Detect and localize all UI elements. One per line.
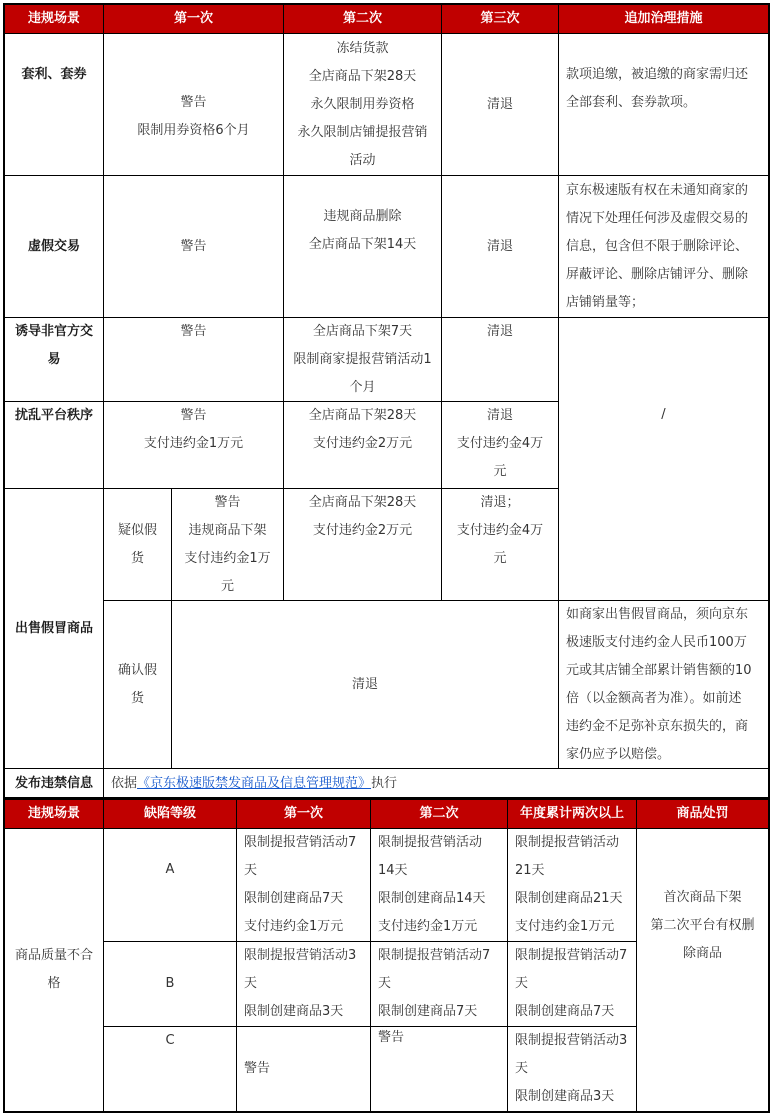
cell-line: 限制创建商品14天 <box>378 891 486 906</box>
cell-line: 违规商品删除 <box>323 209 402 224</box>
t2-header-first: 第一次 <box>236 798 371 829</box>
scene-induce <box>4 317 104 402</box>
cell-line: 首次商品下架 <box>663 890 742 905</box>
fake-trade-third: 清退 <box>441 175 559 318</box>
cell-line: 限制商家提报营销活动1 <box>293 352 432 367</box>
level-c-second: 警告 <box>370 1026 508 1112</box>
level-c: C <box>103 1026 237 1112</box>
cell-line: 极速版支付违约金人民币100万 <box>566 634 747 650</box>
scene-fake-trade: 虚假交易 <box>4 175 104 318</box>
cell-line: 警告 <box>214 494 241 510</box>
cell-line: 永久限制店铺提报营销 <box>297 124 428 140</box>
scene-counterfeit: 出售假冒商品 <box>4 488 104 769</box>
scene-prohibited: 发布违禁信息 <box>4 768 104 799</box>
cell-line: 格 <box>47 976 61 991</box>
cell-line: 支付违约金4万 <box>456 436 544 451</box>
cell-line: 限制提报营销活动 <box>378 835 483 850</box>
cell-line: 支付违约金1万 <box>184 550 271 566</box>
cell-line: 限制创建商品3天 <box>244 1004 344 1019</box>
level-a: A <box>103 828 237 942</box>
t2-header-scene: 违规场景 <box>4 798 104 829</box>
cell-line: 限制创建商品3天 <box>515 1089 615 1104</box>
t2-header-annual: 年度累计两次以上 <box>507 798 637 829</box>
cell-line: 京东极速版有权在未通知商家的 <box>566 182 749 198</box>
taoli-first <box>103 33 284 176</box>
cell-line: 第二次平台有权删 <box>650 918 755 933</box>
cell-line: 天 <box>378 976 392 991</box>
cell-line: 元或其店铺全部累计销售额的10 <box>566 662 752 678</box>
level-c-annual <box>507 1026 637 1112</box>
cell-line: 支付违约金4万 <box>456 523 544 538</box>
induce-first: 警告 <box>103 317 284 402</box>
cell-line: 倍（以金额高者为准）。如前述 <box>566 690 742 706</box>
shared-extra: / <box>558 317 769 601</box>
cell-line: 支付违约金2万元 <box>312 523 413 538</box>
cell-line: 限制创建商品7天 <box>378 1004 478 1019</box>
level-b: B <box>103 941 237 1027</box>
t2-header-second: 第二次 <box>370 798 508 829</box>
header-extra: 追加治理措施 <box>558 4 769 34</box>
cell-line: 冻结货款 <box>336 40 389 56</box>
level-b-annual <box>507 941 637 1027</box>
cell-line: 全店商品下架28天 <box>308 495 417 510</box>
cell-line: 限制用券资格6个月 <box>137 123 250 138</box>
fake-trade-first: 警告 <box>103 175 284 318</box>
cell-line: 商品质量不合 <box>14 948 93 963</box>
fake-trade-second <box>283 175 442 318</box>
level-a-annual <box>507 828 637 942</box>
cell-line: 家仍应予以赔偿。 <box>566 746 671 762</box>
cell-line: 全店商品下架28天 <box>308 408 417 423</box>
cell-line: 信息，包含但不限于删除评论、 <box>566 238 749 254</box>
t2-header-product-penalty: 商品处罚 <box>636 798 769 829</box>
level-a-second <box>370 828 508 942</box>
cell-line: 违规商品下架 <box>188 522 267 538</box>
suspected-third <box>441 488 559 601</box>
cell-line: 易 <box>47 352 61 367</box>
cell-line: 支付违约金1万元 <box>244 919 344 934</box>
cell-line: 限制提报营销活动3 <box>515 1033 628 1048</box>
cell-line: 疑似假 <box>117 522 157 538</box>
disrupt-third <box>441 401 559 489</box>
cell-line: 天 <box>244 863 258 878</box>
cell-line: 支付违约金2万元 <box>312 436 413 451</box>
cell-line: 限制创建商品21天 <box>515 891 623 906</box>
product-penalty <box>636 828 769 1112</box>
suspected-second <box>283 488 442 601</box>
cell-line: 货 <box>130 550 144 566</box>
cell-line: 警告 <box>180 95 207 110</box>
t2-header-level: 缺陷等级 <box>103 798 237 829</box>
cell-line: 清退 <box>486 408 513 423</box>
taoli-extra <box>558 33 769 176</box>
cell-line: 限制提报营销活动3 <box>244 948 357 963</box>
suspected-label <box>103 488 172 601</box>
scene-disrupt: 扰乱平台秩序 <box>4 401 104 489</box>
cell-line: 款项追缴，被追缴的商家需归还 <box>566 67 749 82</box>
cell-line: 情况下处理任何涉及虚假交易的 <box>566 210 749 226</box>
header-first: 第一次 <box>103 4 284 34</box>
cell-line: 支付违约金1万元 <box>378 919 478 934</box>
cell-line: 14天 <box>378 863 408 878</box>
cell-line: 违约金不足弥补京东损失的，商 <box>566 718 749 734</box>
cell-line: 全部套利、套券款项。 <box>566 95 697 110</box>
cell-line: 全店商品下架14天 <box>308 237 417 252</box>
level-b-first <box>236 941 371 1027</box>
cell-line: 屏蔽评论、删除店铺评分、删除 <box>566 266 749 282</box>
disrupt-first <box>103 401 284 489</box>
cell-line: 限制创建商品7天 <box>244 891 344 906</box>
confirmed-penalty: 清退 <box>171 600 559 769</box>
cell-line: 全店商品下架7天 <box>312 324 413 339</box>
confirmed-extra <box>558 600 769 769</box>
cell-line: 如商家出售假冒商品，须向京东 <box>566 606 749 622</box>
cell-line: 店铺销量等； <box>566 294 645 310</box>
header-third: 第三次 <box>441 4 559 34</box>
cell-line: 支付违约金1万元 <box>143 436 244 451</box>
cell-line: 限制提报营销活动7 <box>378 948 491 963</box>
fake-trade-extra <box>558 175 769 318</box>
header-second: 第二次 <box>283 4 442 34</box>
cell-line: 21天 <box>515 863 545 878</box>
induce-second <box>283 317 442 402</box>
suspected-first <box>171 488 284 601</box>
induce-third: 清退 <box>441 317 559 402</box>
t2-scene <box>4 828 104 1112</box>
scene-taoli: 套利、套券 <box>4 33 104 176</box>
taoli-second <box>283 33 442 176</box>
cell-line: 限制提报营销活动 <box>515 835 620 850</box>
cell-line: 支付违约金1万元 <box>515 919 615 934</box>
level-c-first: 警告 <box>236 1026 371 1112</box>
cell-line: 限制提报营销活动7 <box>244 835 357 850</box>
cell-line: 限制提报营销活动7 <box>515 948 628 963</box>
header-scene: 违规场景 <box>4 4 104 34</box>
prohibited-suffix: 执行 <box>371 775 398 791</box>
disrupt-second <box>283 401 442 489</box>
cell-line: 个月 <box>349 380 376 395</box>
cell-line: 活动 <box>349 152 376 168</box>
cell-line: 货 <box>130 690 144 706</box>
cell-line: 清退； <box>480 495 520 510</box>
level-a-first <box>236 828 371 942</box>
cell-line: 元 <box>493 464 507 479</box>
cell-line: 警告 <box>180 408 207 423</box>
prohibited-rules-link[interactable]: 《京东极速版禁发商品及信息管理规范》 <box>137 775 372 791</box>
cell-line: 限制创建商品7天 <box>515 1004 615 1019</box>
level-b-second <box>370 941 508 1027</box>
cell-line: 永久限制用券资格 <box>310 96 415 112</box>
cell-line: 诱导非官方交 <box>14 324 93 339</box>
taoli-third: 清退 <box>441 33 559 176</box>
cell-line: 元 <box>493 551 507 566</box>
cell-line: 天 <box>244 976 258 991</box>
prohibited-rule <box>103 768 769 799</box>
cell-line: 除商品 <box>682 946 722 961</box>
cell-line: 元 <box>220 578 234 594</box>
cell-line: 天 <box>515 976 529 991</box>
cell-line: 天 <box>515 1061 529 1076</box>
cell-line: 全店商品下架28天 <box>308 68 417 84</box>
cell-line: 确认假 <box>117 662 157 678</box>
confirmed-label <box>103 600 172 769</box>
prohibited-prefix: 依据 <box>111 775 138 791</box>
